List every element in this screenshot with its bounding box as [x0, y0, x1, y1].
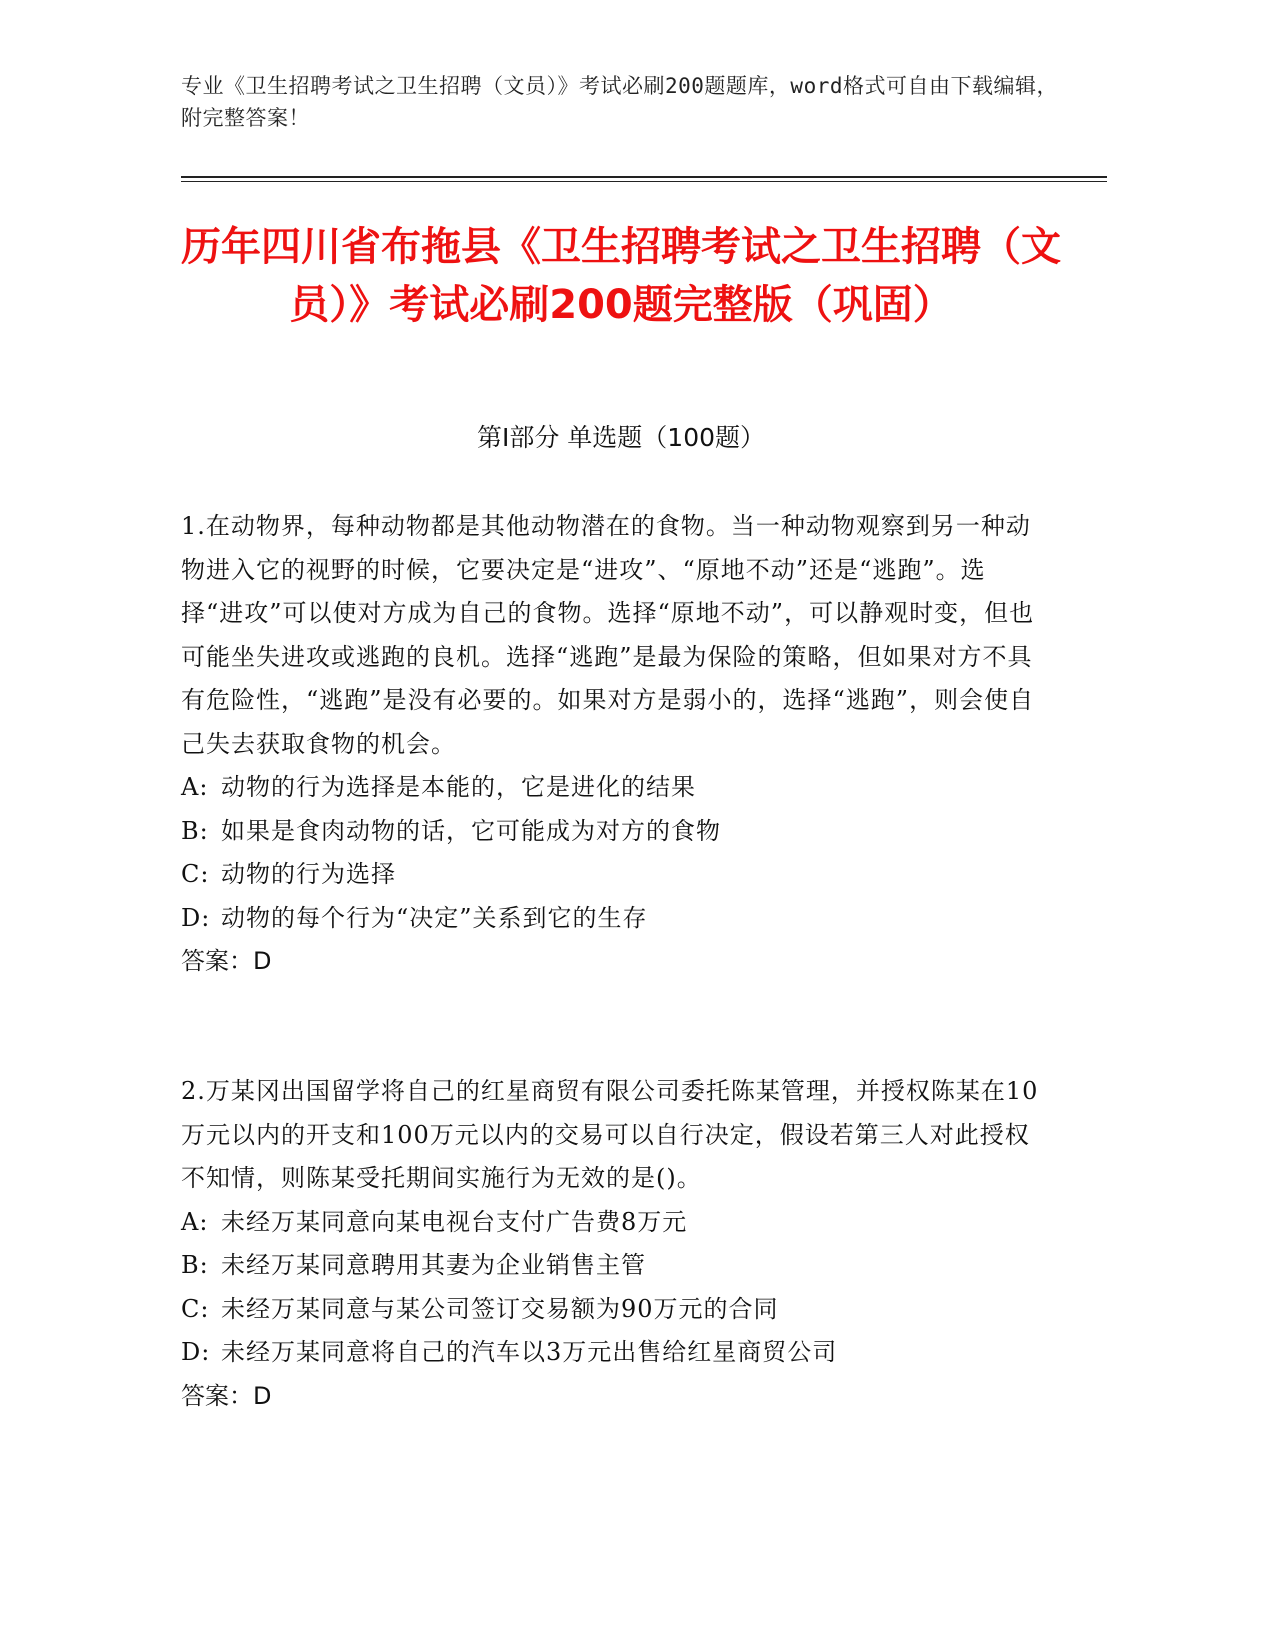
option-text: 未经万某同意将自己的汽车以3万元出售给红星商贸公司	[221, 1338, 838, 1366]
header-note: 专业《卫生招聘考试之卫生招聘（文员）》考试必刷200题题库，word格式可自由下载编辑，附完整答案！	[181, 74, 1058, 130]
document-title: 历年四川省布拖县《卫生招聘考试之卫生招聘（文员）》考试必刷200题完整版（巩固）	[181, 224, 1061, 328]
option-letter: C:	[181, 860, 210, 888]
option-b	[181, 1244, 1041, 1288]
question-stem: 1.在动物界，每种动物都是其他动物潜在的食物。当一种动物观察到另一种动物进入它的视野的时候，它要决定是“进攻”、“原地不动”还是“逃跑”。选择“进攻”可以使对方成为自己的食物。选择“原地不动”，可以静观时变，但也可能坐失进攻或逃跑的良机。选择“逃跑”是最为保险的策略，但如果对方不具有危险性，“逃跑”是没有必要的。如果对方是弱小的，选择“逃跑”，则会使自己失去获取食物的机会。	[181, 512, 1035, 758]
option-d	[181, 897, 1041, 941]
option-c	[181, 853, 1041, 897]
option-d	[181, 1331, 1041, 1375]
question-stem: 2.万某冈出国留学将自己的红星商贸有限公司委托陈某管理，并授权陈某在10万元以内的开支和100万元以内的交易可以自行决定，假设若第三人对此授权不知情，则陈某受托期间实施行为无效的是()。	[181, 1077, 1039, 1192]
option-text: 动物的每个行为“决定”关系到它的生存	[221, 903, 648, 932]
option-a	[181, 766, 1041, 810]
option-letter: A:	[181, 773, 209, 801]
header-divider-thick	[181, 176, 1107, 178]
section-heading: 第Ⅰ部分 单选题（100题）	[476, 423, 766, 452]
option-letter: B:	[181, 816, 209, 845]
option-text: 动物的行为选择	[221, 860, 396, 888]
option-letter: D:	[181, 1338, 211, 1366]
option-text: 未经万某同意向某电视台支付广告费8万元	[221, 1207, 688, 1236]
answer-line: 答案：D	[181, 947, 272, 975]
option-letter: C:	[181, 1294, 210, 1323]
option-letter: B:	[181, 1251, 209, 1279]
option-c	[181, 1288, 1041, 1332]
option-b	[181, 810, 1041, 854]
question-1	[181, 505, 1041, 984]
option-text: 动物的行为选择是本能的，它是进化的结果	[221, 773, 696, 801]
option-text: 如果是食肉动物的话，它可能成为对方的食物	[221, 816, 721, 845]
header-divider-thin	[181, 181, 1107, 182]
question-2	[181, 1070, 1041, 1418]
option-text: 未经万某同意与某公司签订交易额为90万元的合同	[221, 1294, 779, 1323]
answer-line: 答案：D	[181, 1381, 272, 1410]
option-letter: D:	[181, 903, 211, 932]
option-letter: A:	[181, 1207, 209, 1236]
option-a	[181, 1201, 1041, 1245]
option-text: 未经万某同意聘用其妻为企业销售主管	[221, 1251, 646, 1279]
